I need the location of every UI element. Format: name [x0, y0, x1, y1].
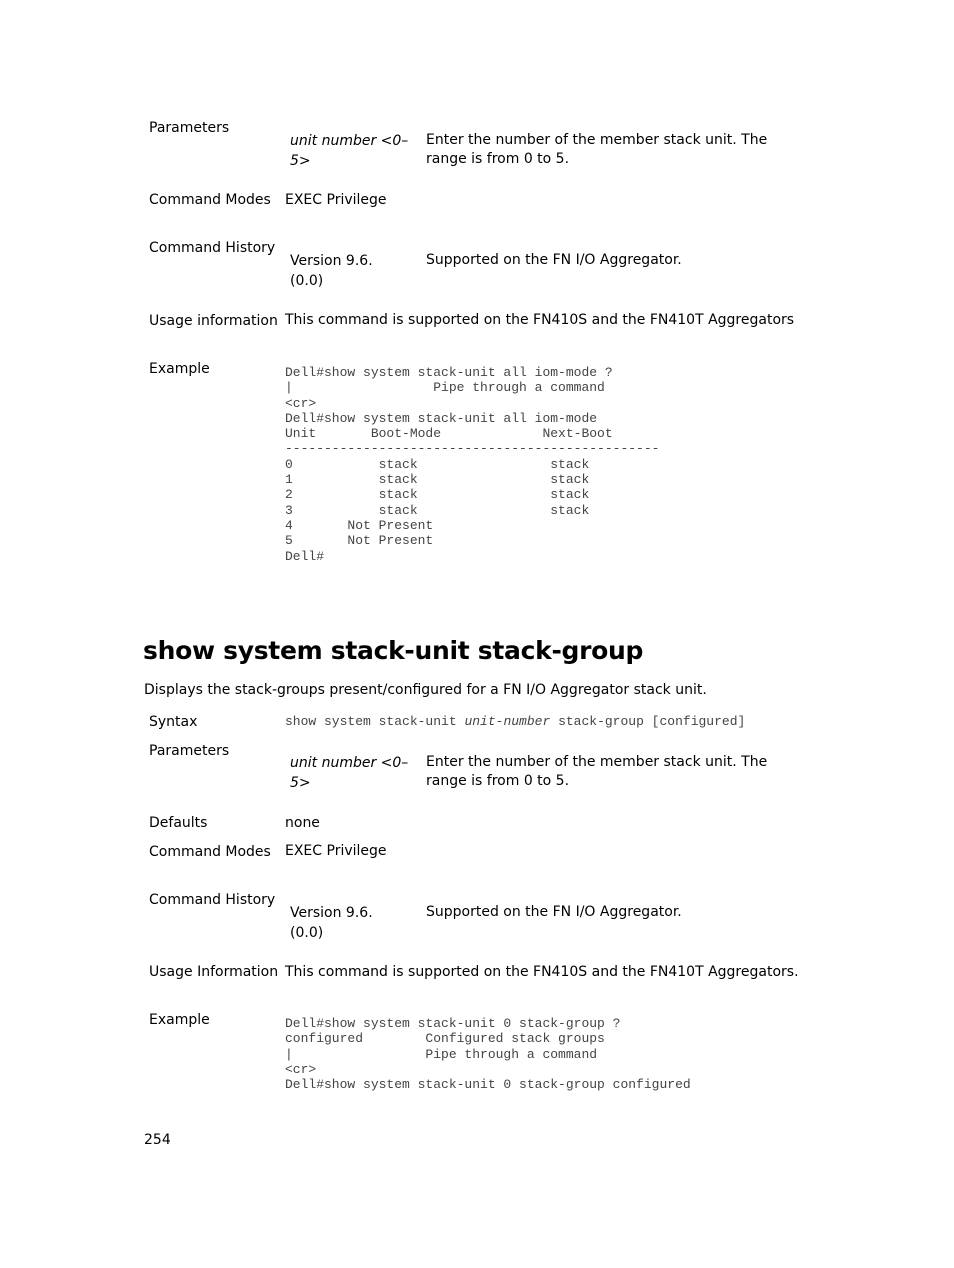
parameters-label: Parameters	[149, 743, 230, 759]
command-modes-value: EXEC Privilege	[285, 192, 387, 208]
defaults-value: none	[285, 815, 320, 831]
defaults-label: Defaults	[149, 815, 208, 831]
usage-information-value: This command is supported on the FN410S and the FN410T Aggregators	[285, 312, 795, 328]
syntax-code	[285, 713, 745, 731]
section-description: Displays the stack-groups present/configured for a FN I/O Aggregator stack unit.	[144, 682, 707, 698]
history-description: Supported on the FN I/O Aggregator.	[426, 904, 682, 920]
usage-information-value: This command is supported on the FN410S and the FN410T Aggregators.	[285, 964, 799, 980]
param-term-unit-number: unit number <0–5>	[290, 133, 409, 169]
command-modes-label: Command Modes	[149, 844, 271, 860]
example-code-block: Dell#show system stack-unit all iom-mode ? | Pipe through a command <cr> Dell#show system stack-unit all iom-mode Unit Boot-Mode Next-Boot ------------------------------------------------ 0 stack stack 1 stack stack 2 stack stack 3 stack stack 4 Not Present 5 Not Present Dell#	[285, 365, 660, 564]
usage-information-label: Usage information	[149, 313, 278, 329]
param-description: Enter the number of the member stack unit. The range is from 0 to 5.	[426, 132, 768, 167]
example-label: Example	[149, 361, 210, 377]
history-version: Version 9.6. (0.0)	[290, 253, 373, 289]
param-term-unit-number: unit number <0–5>	[290, 755, 409, 791]
command-modes-label: Command Modes	[149, 192, 271, 208]
command-history-label: Command History	[149, 240, 276, 256]
page-number: 254	[144, 1132, 171, 1148]
example-code-block: Dell#show system stack-unit 0 stack-group ? configured Configured stack groups | Pipe through a command <cr> Dell#show system stack-unit 0 stack-group configured	[285, 1016, 691, 1093]
example-label: Example	[149, 1012, 210, 1028]
command-history-label: Command History	[149, 892, 276, 908]
syntax-variable: unit-number	[464, 714, 551, 729]
syntax-command: show system stack-unit	[285, 714, 465, 729]
section-title: show system stack-unit stack-group	[143, 636, 644, 665]
parameters-label: Parameters	[149, 120, 230, 136]
command-modes-value: EXEC Privilege	[285, 843, 387, 859]
syntax-options: stack-group [configured]	[550, 714, 746, 729]
syntax-label: Syntax	[149, 714, 198, 730]
usage-information-label: Usage Information	[149, 964, 279, 980]
history-version: Version 9.6. (0.0)	[290, 905, 373, 941]
param-description: Enter the number of the member stack unit. The range is from 0 to 5.	[426, 754, 768, 789]
history-description: Supported on the FN I/O Aggregator.	[426, 252, 682, 268]
